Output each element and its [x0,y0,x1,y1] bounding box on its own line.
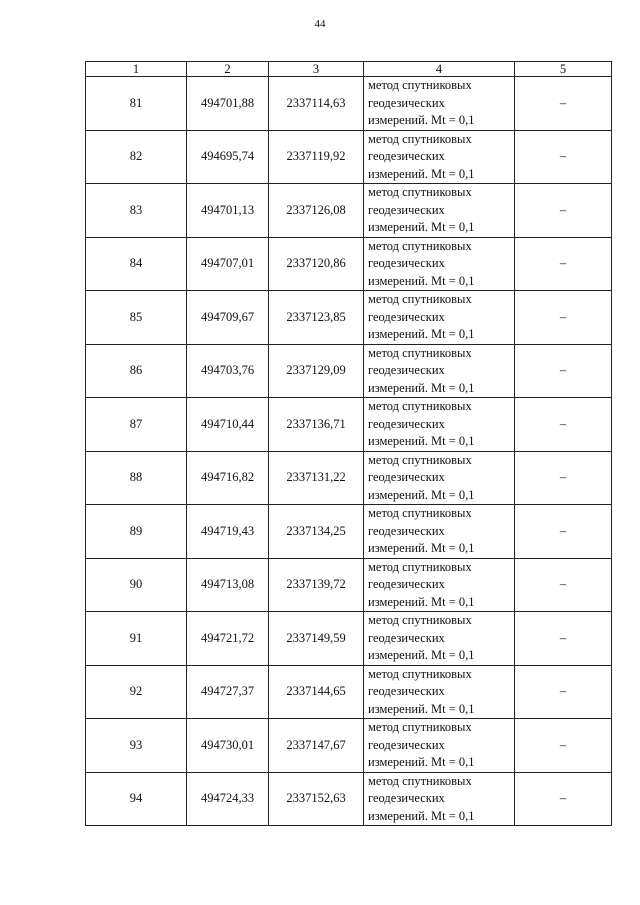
point-number-cell: 84 [86,237,187,291]
column-header-3: 3 [269,62,364,77]
x-coordinate-cell: 494724,33 [187,772,269,826]
note-cell: – [515,719,612,773]
method-line: измерений. Mt = 0,1 [368,166,475,181]
method-line: метод спутниковых [368,399,472,413]
note-cell: – [515,130,612,184]
method-line: геодезических [368,256,445,270]
table-row [86,344,612,398]
x-coordinate-cell: 494727,37 [187,665,269,719]
method-cell [364,291,515,345]
method-line: метод спутниковых [368,131,472,146]
y-coordinate-cell: 2337139,72 [269,558,364,612]
x-coordinate-cell: 494703,76 [187,344,269,398]
method-line: метод спутниковых [368,452,472,467]
y-coordinate-cell: 2337134,25 [269,505,364,559]
x-coordinate-cell: 494709,67 [187,291,269,345]
y-coordinate-cell: 2337149,59 [269,612,364,666]
x-coordinate-cell: 494721,72 [187,612,269,666]
point-number-cell: 85 [86,291,187,345]
y-coordinate-cell: 2337129,09 [269,344,364,398]
column-header-2: 2 [187,62,269,77]
note-cell: – [515,505,612,559]
note-cell: – [515,558,612,612]
method-cell [364,184,515,238]
table-row [86,398,612,452]
table-row [86,772,612,826]
note-cell: – [515,184,612,238]
method-line: геодезических [368,309,445,324]
method-line: измерений. Mt = 0,1 [368,594,475,609]
y-coordinate-cell: 2337114,63 [269,77,364,131]
method-line: измерений. Mt = 0,1 [368,648,475,662]
point-number-cell: 87 [86,398,187,452]
y-coordinate-cell: 2337123,85 [269,291,364,345]
method-line: геодезических [368,202,445,217]
method-line: геодезических [368,577,445,591]
table-body [86,77,612,826]
point-number-cell: 86 [86,344,187,398]
method-cell [364,237,515,291]
note-cell: – [515,77,612,131]
method-line: геодезических [368,791,445,805]
method-cell [364,398,515,452]
method-line: метод спутниковых [368,506,472,520]
point-number-cell: 91 [86,612,187,666]
note-cell: – [515,612,612,666]
x-coordinate-cell: 494695,74 [187,130,269,184]
note-cell: – [515,237,612,291]
method-line: измерений. Mt = 0,1 [368,541,475,555]
y-coordinate-cell: 2337147,67 [269,719,364,773]
point-number-cell: 88 [86,451,187,505]
method-line: измерений. Mt = 0,1 [368,434,475,448]
method-cell [364,130,515,184]
method-line: геодезических [368,416,445,431]
note-cell: – [515,451,612,505]
method-line: метод спутниковых [368,238,472,253]
method-cell [364,77,515,131]
table-row [86,505,612,559]
method-cell [364,665,515,719]
method-line: геодезических [368,630,445,645]
method-line: измерений. Mt = 0,1 [368,487,475,502]
table-header-row [86,62,612,77]
method-line: геодезических [368,149,445,163]
method-cell [364,344,515,398]
method-line: метод спутниковых [368,185,472,199]
table-row [86,184,612,238]
point-number-cell: 89 [86,505,187,559]
x-coordinate-cell: 494710,44 [187,398,269,452]
y-coordinate-cell: 2337144,65 [269,665,364,719]
method-line: геодезических [368,737,445,752]
method-cell [364,558,515,612]
method-line: геодезических [368,470,445,484]
point-number-cell: 92 [86,665,187,719]
method-cell [364,719,515,773]
note-cell: – [515,344,612,398]
column-header-5: 5 [515,62,612,77]
table-row [86,612,612,666]
method-line: метод спутниковых [368,720,472,734]
method-cell [364,772,515,826]
method-cell [364,612,515,666]
table-row [86,77,612,131]
method-line: метод спутниковых [368,773,472,788]
method-line: измерений. Mt = 0,1 [368,380,475,395]
table-row [86,719,612,773]
method-line: метод спутниковых [368,559,472,574]
method-line: измерений. Mt = 0,1 [368,808,475,823]
point-number-cell: 94 [86,772,187,826]
table-row [86,665,612,719]
x-coordinate-cell: 494701,88 [187,77,269,131]
method-line: измерений. Mt = 0,1 [368,701,475,716]
point-number-cell: 81 [86,77,187,131]
table-row [86,130,612,184]
method-line: измерений. Mt = 0,1 [368,755,475,769]
method-line: метод спутниковых [368,613,472,627]
point-number-cell: 82 [86,130,187,184]
table-row [86,451,612,505]
x-coordinate-cell: 494707,01 [187,237,269,291]
note-cell: – [515,772,612,826]
method-line: геодезических [368,684,445,698]
table-row [86,558,612,612]
method-line: измерений. Mt = 0,1 [368,273,475,288]
column-header-4: 4 [364,62,515,77]
x-coordinate-cell: 494701,13 [187,184,269,238]
x-coordinate-cell: 494730,01 [187,719,269,773]
column-header-1: 1 [86,62,187,77]
method-line: метод спутниковых [368,345,472,360]
method-line: геодезических [368,95,445,110]
y-coordinate-cell: 2337152,63 [269,772,364,826]
y-coordinate-cell: 2337126,08 [269,184,364,238]
method-line: метод спутниковых [368,292,472,306]
method-cell [364,505,515,559]
table-row [86,291,612,345]
method-cell [364,451,515,505]
method-line: геодезических [368,363,445,377]
method-line: измерений. Mt = 0,1 [368,220,475,234]
method-line: измерений. Mt = 0,1 [368,113,475,127]
method-line: геодезических [368,523,445,538]
method-line: метод спутниковых [368,78,472,92]
point-number-cell: 83 [86,184,187,238]
y-coordinate-cell: 2337119,92 [269,130,364,184]
x-coordinate-cell: 494719,43 [187,505,269,559]
y-coordinate-cell: 2337131,22 [269,451,364,505]
y-coordinate-cell: 2337120,86 [269,237,364,291]
x-coordinate-cell: 494716,82 [187,451,269,505]
coordinates-table [85,61,612,826]
y-coordinate-cell: 2337136,71 [269,398,364,452]
page-number: 44 [314,18,326,30]
x-coordinate-cell: 494713,08 [187,558,269,612]
method-line: метод спутниковых [368,666,472,681]
note-cell: – [515,665,612,719]
table-row [86,237,612,291]
point-number-cell: 90 [86,558,187,612]
note-cell: – [515,398,612,452]
point-number-cell: 93 [86,719,187,773]
note-cell: – [515,291,612,345]
method-line: измерений. Mt = 0,1 [368,327,475,341]
